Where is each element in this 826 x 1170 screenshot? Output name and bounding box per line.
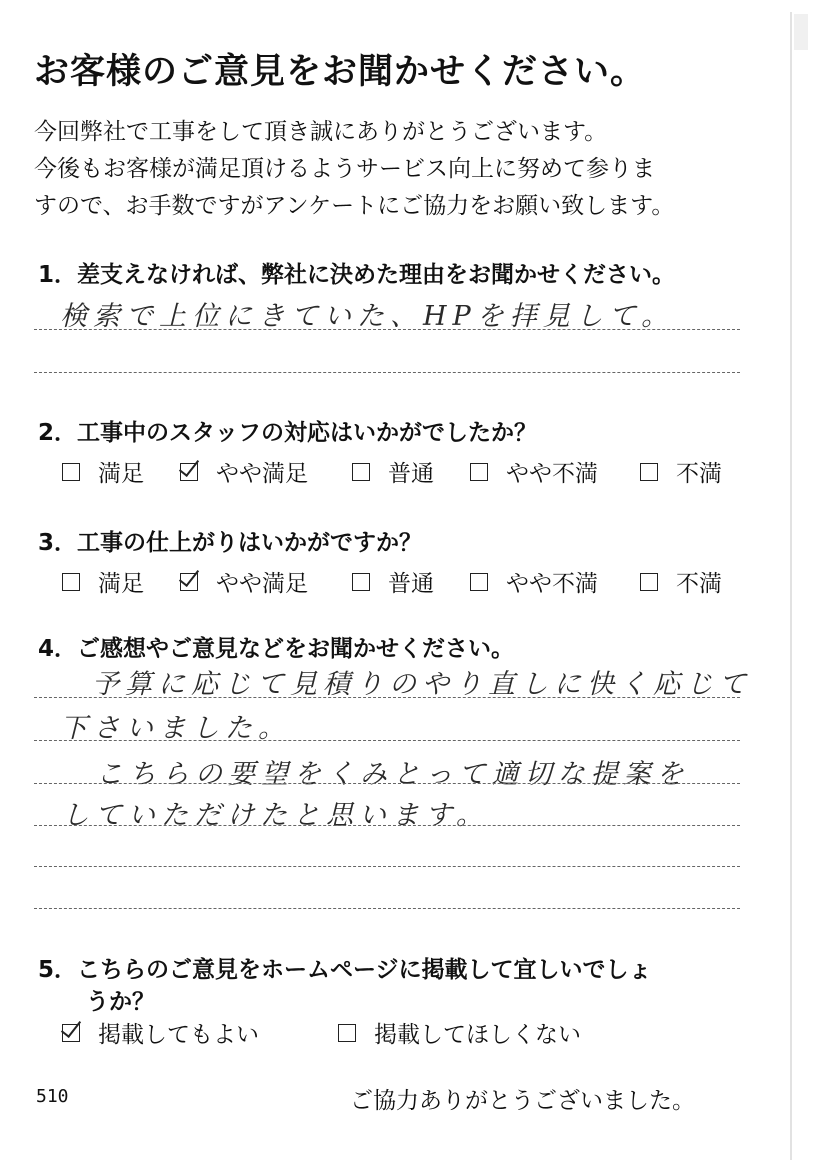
answer-line — [34, 372, 740, 373]
answer-4-handwriting-line-4: していただけたと思います。 — [62, 800, 489, 831]
question-5-line-1: 5．こちらのご意見をホームページに掲載して宜しいでしょ — [38, 957, 652, 983]
answer-line — [34, 783, 740, 784]
answer-line — [34, 866, 740, 867]
answer-line — [34, 908, 740, 909]
question-1: 1．差支えなければ、弊社に決めた理由をお聞かせください。 — [38, 262, 676, 288]
answer-line — [34, 740, 740, 741]
checkbox-checked[interactable] — [180, 573, 198, 591]
checkbox[interactable] — [338, 1024, 356, 1042]
q3-option-somewhat-satisfied[interactable]: やや満足 — [180, 565, 308, 598]
page-edge-mark — [794, 14, 808, 50]
q3-option-dissatisfied[interactable]: 不満 — [640, 565, 722, 598]
question-2: 2．工事中のスタッフの対応はいかがでしたか？ — [38, 420, 538, 446]
question-4: 4．ご感想やご意見などをお聞かせください。 — [38, 636, 515, 662]
question-3: 3．工事の仕上がりはいかがですか？ — [38, 530, 423, 556]
checkbox-checked[interactable] — [180, 463, 198, 481]
page-number: 510 — [36, 1086, 69, 1107]
intro-line-3: すので、お手数ですがアンケートにご協力をお願い致します。 — [34, 193, 675, 219]
answer-line — [34, 697, 740, 698]
answer-4-handwriting-line-3: こちらの要望をくみとって適切な提案を — [96, 759, 690, 790]
checkbox[interactable] — [470, 573, 488, 591]
checkbox[interactable] — [352, 463, 370, 481]
answer-line — [34, 329, 740, 330]
q2-option-somewhat-dissatisfied[interactable]: やや不満 — [470, 455, 598, 488]
page-title: お客様のご意見をお聞かせください。 — [34, 52, 647, 92]
intro-line-1: 今回弊社で工事をして頂き誠にありがとうございます。 — [34, 119, 608, 145]
q3-option-normal[interactable]: 普通 — [352, 565, 434, 598]
q3-option-satisfied[interactable]: 満足 — [62, 565, 144, 598]
checkbox[interactable] — [62, 463, 80, 481]
page-edge-line — [790, 12, 792, 1160]
q2-option-somewhat-satisfied[interactable]: やや満足 — [180, 455, 308, 488]
answer-4-handwriting-line-1: 予算に応じて見積りのやり直しに快く応じて — [92, 669, 752, 700]
footer-thanks: ご協力ありがとうございました。 — [350, 1088, 695, 1114]
checkbox-checked[interactable] — [62, 1024, 80, 1042]
checkbox[interactable] — [62, 573, 80, 591]
q2-option-dissatisfied[interactable]: 不満 — [640, 455, 722, 488]
answer-4-handwriting-line-2: 下さいました。 — [60, 713, 291, 744]
intro-line-2: 今後もお客様が満足頂けるようサービス向上に努めて参りま — [34, 156, 655, 182]
checkbox[interactable] — [352, 573, 370, 591]
checkbox[interactable] — [470, 463, 488, 481]
q2-option-satisfied[interactable]: 満足 — [62, 455, 144, 488]
answer-line — [34, 825, 740, 826]
q5-option-deny[interactable]: 掲載してほしくない — [338, 1016, 581, 1049]
answer-1-handwriting: 検索で上位にきていた、HPを拝見して。 — [60, 301, 675, 332]
q2-option-normal[interactable]: 普通 — [352, 455, 434, 488]
q3-option-somewhat-dissatisfied[interactable]: やや不満 — [470, 565, 598, 598]
q5-option-allow[interactable]: 掲載してもよい — [62, 1016, 259, 1049]
question-5-line-2: うか？ — [86, 989, 155, 1015]
checkbox[interactable] — [640, 463, 658, 481]
checkbox[interactable] — [640, 573, 658, 591]
